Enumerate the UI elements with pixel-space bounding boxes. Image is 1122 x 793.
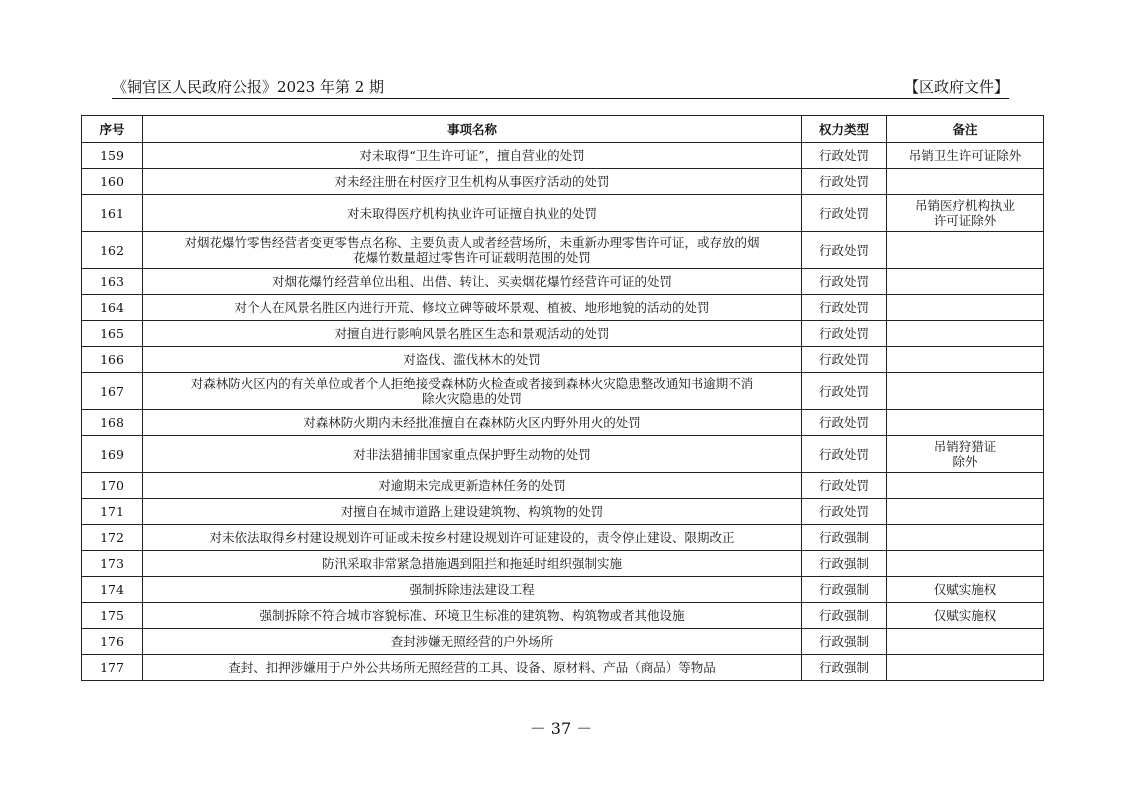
table-row — [82, 629, 1044, 655]
row-note — [887, 629, 1044, 655]
row-note — [887, 373, 1044, 410]
row-number: 172 — [82, 525, 143, 551]
table-row — [82, 347, 1044, 373]
header-note: 备注 — [887, 116, 1044, 143]
row-number: 173 — [82, 551, 143, 577]
item-name: 查封涉嫌无照经营的户外场所 — [143, 629, 802, 655]
row-note: 仅赋实施权 — [887, 603, 1044, 629]
table-row — [82, 410, 1044, 436]
power-type: 行政强制 — [802, 603, 887, 629]
item-name: 对非法猎捕非国家重点保护野生动物的处罚 — [143, 436, 802, 473]
header-type: 权力类型 — [802, 116, 887, 143]
power-type: 行政处罚 — [802, 169, 887, 195]
power-type: 行政处罚 — [802, 295, 887, 321]
row-note — [887, 473, 1044, 499]
power-type: 行政处罚 — [802, 347, 887, 373]
table-row — [82, 577, 1044, 603]
row-number: 174 — [82, 577, 143, 603]
power-type: 行政强制 — [802, 551, 887, 577]
item-name: 对烟花爆竹经营单位出租、出借、转让、买卖烟花爆竹经营许可证的处罚 — [143, 269, 802, 295]
table-row — [82, 655, 1044, 681]
power-type: 行政处罚 — [802, 143, 887, 169]
table-row — [82, 195, 1044, 232]
item-name: 对烟花爆竹零售经营者变更零售点名称、主要负责人或者经营场所，未重新办理零售许可证，或存放的烟 花爆竹数量超过零售许可证载明范围的处罚 — [143, 232, 802, 269]
power-type: 行政处罚 — [802, 410, 887, 436]
power-type: 行政处罚 — [802, 195, 887, 232]
row-number: 160 — [82, 169, 143, 195]
item-name: 防汛采取非常紧急措施遇到阻拦和拖延时组织强制实施 — [143, 551, 802, 577]
power-type: 行政强制 — [802, 655, 887, 681]
row-note — [887, 347, 1044, 373]
header-no: 序号 — [82, 116, 143, 143]
row-number: 168 — [82, 410, 143, 436]
row-note — [887, 321, 1044, 347]
power-type: 行政强制 — [802, 525, 887, 551]
row-note — [887, 551, 1044, 577]
table-row — [82, 373, 1044, 410]
table-header-row — [82, 116, 1044, 143]
row-note — [887, 655, 1044, 681]
table-row — [82, 143, 1044, 169]
item-name: 对森林防火期内未经批准擅自在森林防火区内野外用火的处罚 — [143, 410, 802, 436]
power-type: 行政处罚 — [802, 499, 887, 525]
header-name: 事项名称 — [143, 116, 802, 143]
row-number: 167 — [82, 373, 143, 410]
row-note — [887, 269, 1044, 295]
item-name: 对未取得医疗机构执业许可证擅自执业的处罚 — [143, 195, 802, 232]
item-name: 对未取得“卫生许可证”，擅自营业的处罚 — [143, 143, 802, 169]
item-name: 查封、扣押涉嫌用于户外公共场所无照经营的工具、设备、原材料、产品（商品）等物品 — [143, 655, 802, 681]
row-number: 162 — [82, 232, 143, 269]
row-number: 164 — [82, 295, 143, 321]
row-note: 吊销卫生许可证除外 — [887, 143, 1044, 169]
item-name: 对未经注册在村医疗卫生机构从事医疗活动的处罚 — [143, 169, 802, 195]
item-name: 对个人在风景名胜区内进行开荒、修坟立碑等破坏景观、植被、地形地貌的活动的处罚 — [143, 295, 802, 321]
table-row — [82, 436, 1044, 473]
row-number: 166 — [82, 347, 143, 373]
row-number: 161 — [82, 195, 143, 232]
row-note — [887, 169, 1044, 195]
item-name: 对擅自进行影响风景名胜区生态和景观活动的处罚 — [143, 321, 802, 347]
power-items-table — [81, 115, 1044, 681]
item-name: 对逾期未完成更新造林任务的处罚 — [143, 473, 802, 499]
table-row — [82, 473, 1044, 499]
row-number: 175 — [82, 603, 143, 629]
item-name: 对擅自在城市道路上建设建筑物、构筑物的处罚 — [143, 499, 802, 525]
row-note — [887, 232, 1044, 269]
item-name: 强制拆除不符合城市容貌标准、环境卫生标准的建筑物、构筑物或者其他设施 — [143, 603, 802, 629]
table-row — [82, 321, 1044, 347]
row-number: 171 — [82, 499, 143, 525]
power-type: 行政处罚 — [802, 232, 887, 269]
table-body — [82, 143, 1044, 681]
page-header — [112, 74, 1009, 99]
table-row — [82, 295, 1044, 321]
power-type: 行政强制 — [802, 629, 887, 655]
row-note: 仅赋实施权 — [887, 577, 1044, 603]
item-name: 对未依法取得乡村建设规划许可证或未按乡村建设规划许可证建设的，责令停止建设、限期改正 — [143, 525, 802, 551]
row-note — [887, 499, 1044, 525]
section-label: 【区政府文件】 — [903, 78, 1009, 96]
row-note: 吊销狩猎证 除外 — [887, 436, 1044, 473]
item-name: 对盗伐、滥伐林木的处罚 — [143, 347, 802, 373]
table-row — [82, 232, 1044, 269]
row-number: 177 — [82, 655, 143, 681]
power-type: 行政处罚 — [802, 321, 887, 347]
row-number: 170 — [82, 473, 143, 499]
item-name: 强制拆除违法建设工程 — [143, 577, 802, 603]
row-number: 165 — [82, 321, 143, 347]
table-row — [82, 269, 1044, 295]
power-type: 行政处罚 — [802, 436, 887, 473]
table-row — [82, 499, 1044, 525]
gazette-title: 《铜官区人民政府公报》2023 年第 2 期 — [112, 78, 385, 96]
row-number: 159 — [82, 143, 143, 169]
table-row — [82, 169, 1044, 195]
power-type: 行政处罚 — [802, 373, 887, 410]
table-row — [82, 525, 1044, 551]
row-note — [887, 410, 1044, 436]
power-type: 行政处罚 — [802, 473, 887, 499]
row-number: 176 — [82, 629, 143, 655]
table-row — [82, 603, 1044, 629]
row-number: 169 — [82, 436, 143, 473]
row-note — [887, 525, 1044, 551]
power-type: 行政强制 — [802, 577, 887, 603]
item-name: 对森林防火区内的有关单位或者个人拒绝接受森林防火检查或者接到森林火灾隐患整改通知书逾期不消 除火灾隐患的处罚 — [143, 373, 802, 410]
row-number: 163 — [82, 269, 143, 295]
row-note: 吊销医疗机构执业 许可证除外 — [887, 195, 1044, 232]
page-number: － 37 － — [529, 719, 593, 738]
row-note — [887, 295, 1044, 321]
table-row — [82, 551, 1044, 577]
power-type: 行政处罚 — [802, 269, 887, 295]
